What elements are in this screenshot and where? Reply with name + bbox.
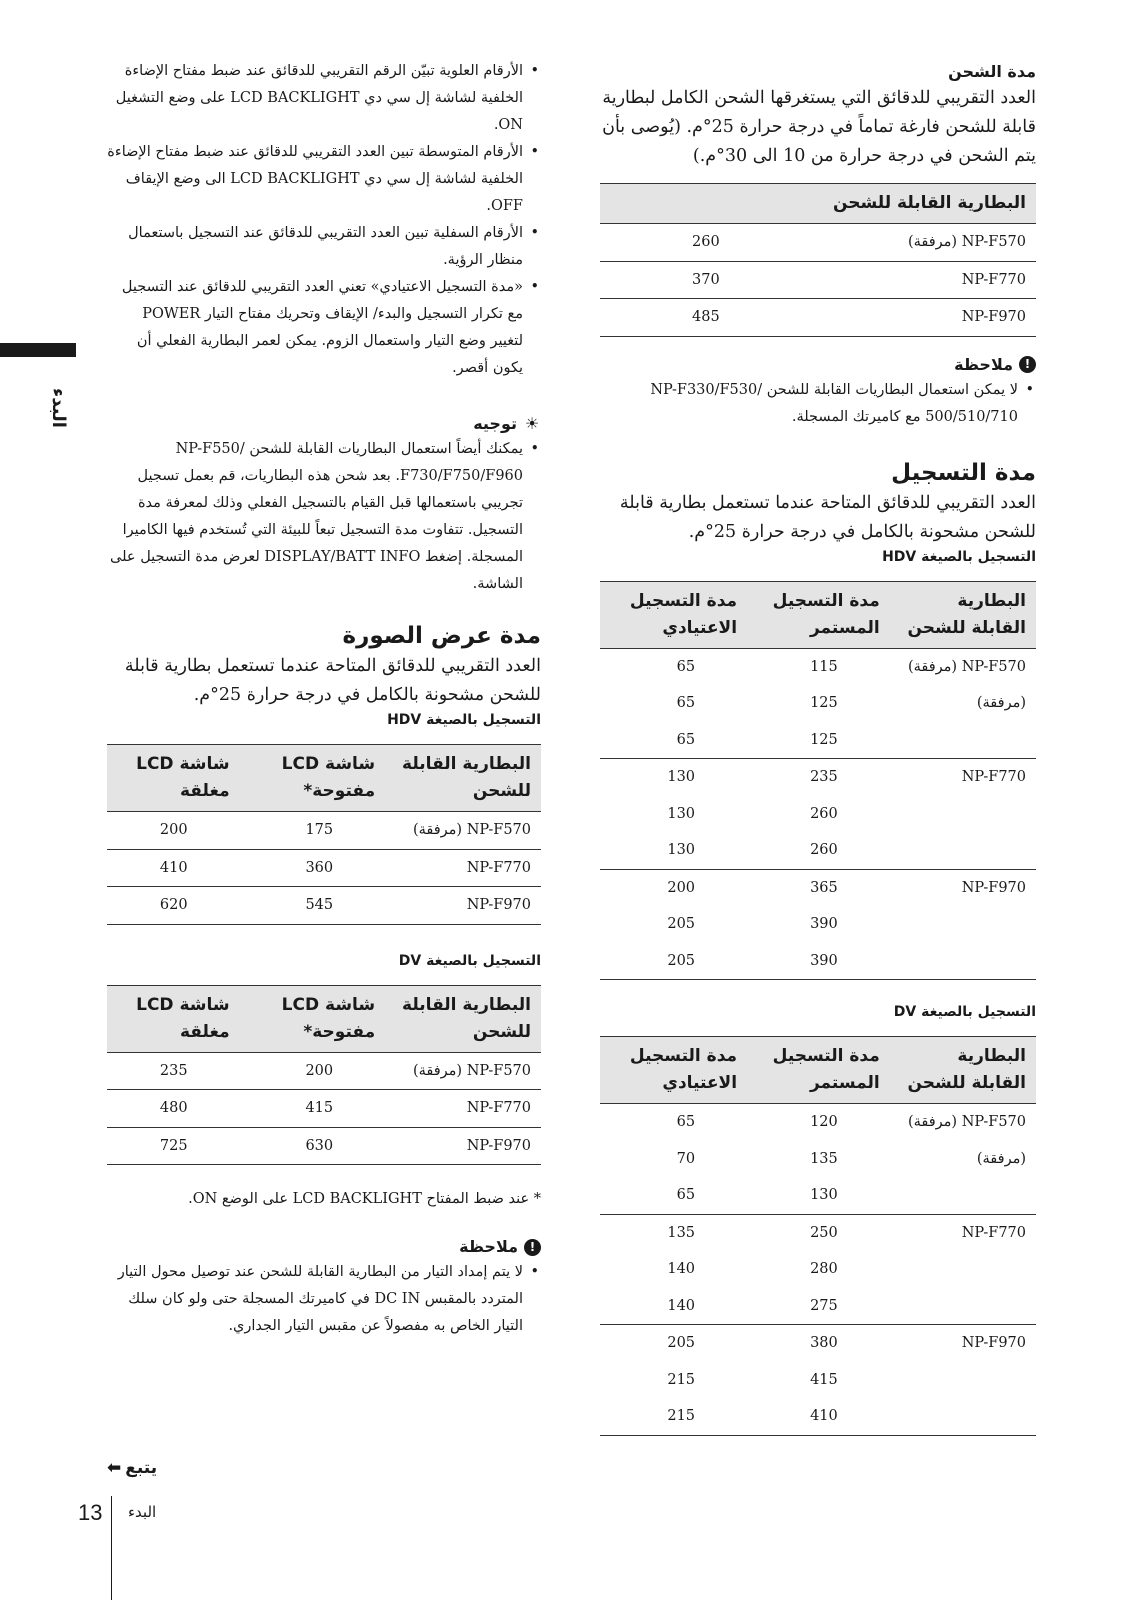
right-column: [600, 58, 1036, 1436]
empty-cell: [890, 1398, 1036, 1435]
battery-model: NP-F970: [961, 879, 1026, 896]
continuous-minutes: 260: [747, 832, 890, 869]
typical-minutes: 205: [667, 916, 696, 932]
table-row: [600, 1104, 1036, 1141]
continuous-minutes: 235: [810, 769, 838, 785]
playback-dv-label: التسجيل بالصيغة DV: [398, 952, 541, 969]
continuous-minutes: 415: [810, 1371, 838, 1388]
column-header: البطارية القابلة للشحن: [385, 745, 541, 812]
continuous-minutes: 275: [747, 1288, 890, 1325]
empty-cell: [890, 906, 1036, 943]
table-row: [107, 887, 541, 925]
typical-minutes: 65: [600, 1177, 747, 1214]
continuous-minutes: 250: [810, 1224, 838, 1241]
note-heading-left: ! ملاحظة: [107, 1235, 541, 1259]
continuous-minutes: 380: [810, 1335, 838, 1351]
lcd-closed-minutes: 410: [107, 849, 240, 887]
list-item: • يمكنك أيضاً استعمال البطاريات القابلة للشحن NP-F550/ F730/F750/F960. بعد شحن هذه البطاريات، قم بعمل تسجيل تجريبي باستعمالها قبل القيام بالتسجيل الفعلي وذلك لمعرفة مدة التسجيل. تتفاوت مدة التسجيل تبعاً للبيئة التي تُستخدم فيها الكاميرا المسجلة. إضغط DISPLAY/BATT INFO لعرض مدة التسجيل على الشاشة.: [107, 436, 523, 598]
list-item: • لا يمكن استعمال البطاريات القابلة للشحن NP-F330/F530/ 500/510/710 مع كاميرتك المسجلة.: [600, 377, 1018, 431]
column-header: البطارية القابلة للشحن: [890, 581, 1036, 648]
charging-text: العدد التقريبي للدقائق التي يستغرقها الشحن الكامل لبطارية قابلة للشحن فارغة تماماً في درجة حرارة 25°م. (يُوصى بأن يتم الشحن في درجة حرارة من 10 الى 30°م.): [602, 88, 1036, 166]
battery-model: NP-F970: [466, 1137, 531, 1154]
left-column: [107, 58, 541, 1340]
battery-model: NP-F770: [961, 271, 1026, 288]
continuous-minutes: 125: [810, 695, 838, 711]
column-header: البطارية القابلة للشحن: [890, 1037, 1036, 1104]
battery-model: NP-F770: [466, 1100, 531, 1116]
playback-heading: مدة عرض الصورة: [342, 623, 541, 649]
battery-model-cell: [890, 648, 1036, 685]
lcd-open-minutes: 200: [240, 1052, 386, 1090]
lcd-open-minutes: 545: [240, 887, 386, 925]
battery-model: NP-F970: [466, 897, 531, 913]
charging-minutes: 485: [600, 299, 772, 337]
battery-model: NP-F770: [961, 1224, 1026, 1241]
note-icon: !: [524, 1239, 541, 1256]
typical-minutes: 65: [676, 658, 696, 675]
battery-model-cell: [385, 1090, 541, 1128]
list-item: • الأرقام المتوسطة تبين العدد التقريبي للدقائق عند ضبط مفتاح الإضاءة الخلفية لشاشة إل سي دي LCD BACKLIGHT الى وضع الإيقاف OFF.: [107, 139, 523, 220]
table-row: [600, 1141, 1036, 1178]
table-row: [107, 1052, 541, 1090]
continuous-minutes: 280: [810, 1261, 838, 1277]
table-row: [107, 1127, 541, 1165]
battery-model-cell: [890, 1104, 1036, 1141]
battery-model-cell: [890, 1214, 1036, 1251]
typical-minutes: 215: [667, 1371, 696, 1388]
supplied-note: (مرفقة): [907, 234, 958, 250]
column-header: شاشة LCD مغلقة: [107, 745, 240, 812]
lcd-open-minutes: 175: [240, 812, 386, 850]
playback-text: العدد التقريبي للدقائق المتاحة عندما تستعمل بطارية قابلة للشحن مشحونة بالكامل في درجة حرارة 25°م.: [124, 656, 541, 705]
arrow-left-icon: ⬅: [107, 1458, 122, 1478]
battery-model-cell: [385, 812, 541, 850]
table-row: [600, 1288, 1036, 1325]
continuous-minutes: 410: [747, 1398, 890, 1435]
tip-list: [107, 436, 541, 598]
typical-minutes: 135: [667, 1224, 696, 1241]
column-header: مدة التسجيل الاعتيادي: [600, 581, 747, 648]
list-item: • الأرقام السفلية تبين العدد التقريبي للدقائق عند التسجيل باستعمال منظار الرؤية.: [107, 220, 523, 274]
column-header: شاشة LCD مفتوحة*: [240, 745, 386, 812]
table-row: [600, 832, 1036, 869]
supplied-note: (مرفقة): [412, 1062, 463, 1079]
battery-model: NP-F570: [466, 1062, 531, 1079]
charging-table-header: البطارية القابلة للشحن: [600, 184, 1036, 224]
battery-model-cell: [890, 869, 1036, 906]
playback-footnote: * عند ضبط المفتاح LCD BACKLIGHT على الوضع ON.: [188, 1191, 541, 1207]
continue-indicator: يتبع ⬅: [107, 1458, 158, 1478]
table-row: [600, 759, 1036, 796]
empty-cell: [890, 1362, 1036, 1399]
table-row: [600, 1251, 1036, 1288]
table-row: [600, 943, 1036, 980]
empty-cell: [890, 832, 1036, 869]
page-number: 13: [78, 1500, 103, 1525]
battery-model: NP-F970: [961, 309, 1026, 325]
supplied-note-cell: [890, 685, 1036, 722]
typical-minutes: 205: [667, 1335, 696, 1351]
continuous-minutes: 390: [747, 943, 890, 980]
table-row: [107, 849, 541, 887]
table-row: [600, 796, 1036, 833]
recording-heading: مدة التسجيل: [891, 459, 1036, 486]
lcd-open-minutes: 630: [240, 1127, 386, 1165]
continuous-minutes: 390: [810, 916, 838, 932]
charging-heading: مدة الشحن: [948, 62, 1036, 81]
recording-notes-list: [107, 58, 541, 382]
table-row: [600, 261, 1036, 299]
battery-model: NP-F570: [961, 1114, 1026, 1130]
lcd-open-minutes: 415: [240, 1090, 386, 1128]
lcd-open-minutes: 360: [240, 849, 386, 887]
lcd-closed-minutes: 200: [107, 812, 240, 850]
typical-minutes: 140: [667, 1261, 696, 1277]
supplied-note-cell: [890, 1141, 1036, 1178]
note-heading-right: ! ملاحظة: [600, 353, 1036, 377]
table-row: [600, 224, 1036, 262]
column-header: مدة التسجيل المستمر: [747, 581, 890, 648]
battery-model-cell: [890, 1325, 1036, 1362]
supplied-note: (مرفقة): [907, 658, 958, 675]
battery-model-cell: [772, 299, 1036, 337]
battery-model: NP-F970: [961, 1335, 1026, 1351]
battery-model-cell: [890, 759, 1036, 796]
note-right-list: [600, 377, 1036, 431]
recording-text: العدد التقريبي للدقائق المتاحة عندما تستعمل بطارية قابلة للشحن مشحونة بالكامل في درجة حرارة 25°م.: [619, 492, 1036, 542]
charging-minutes: 260: [600, 224, 772, 262]
playback-hdv-label: التسجيل بالصيغة HDV: [387, 712, 541, 728]
battery-model-cell: [385, 1127, 541, 1165]
battery-model-cell: [772, 261, 1036, 299]
list-item: • لا يتم إمداد التيار من البطارية القابلة للشحن عند توصيل محول التيار المتردد بالمقبس DC IN في كاميرتك المسجلة حتى ولو كان سلك التيار الخاص به مفصولاً عن مقبس التيار الجداري.: [107, 1259, 523, 1340]
lcd-closed-minutes: 235: [107, 1052, 240, 1090]
typical-minutes: 130: [600, 832, 747, 869]
column-header: شاشة LCD مغلقة: [107, 985, 240, 1052]
typical-minutes: 70: [676, 1150, 696, 1167]
list-item: • الأرقام العلوية تبيّن الرقم التقريبي للدقائق عند ضبط مفتاح الإضاءة الخلفية لشاشة إل سي دي LCD BACKLIGHT على وضع التشغيل ON.: [107, 58, 523, 139]
empty-cell: [890, 1288, 1036, 1325]
column-header: مدة التسجيل الاعتيادي: [600, 1037, 747, 1104]
battery-model-cell: [385, 887, 541, 925]
empty-cell: [890, 943, 1036, 980]
lcd-closed-minutes: 725: [107, 1127, 240, 1165]
empty-cell: [890, 796, 1036, 833]
note-left-list: [107, 1259, 541, 1340]
supplied-note: (مرفقة): [907, 1114, 958, 1130]
footer-section-label: البدء: [128, 1503, 157, 1521]
empty-cell: [890, 1177, 1036, 1214]
battery-model: NP-F570: [961, 234, 1026, 250]
battery-model: NP-F770: [466, 859, 531, 876]
continuous-minutes: 115: [810, 658, 838, 675]
column-header: شاشة LCD مفتوحة*: [240, 985, 386, 1052]
playback-dv-table: [107, 985, 541, 1166]
table-row: [600, 1177, 1036, 1214]
recording-hdv-label: التسجيل بالصيغة HDV: [882, 548, 1036, 565]
table-row: [107, 812, 541, 850]
table-row: [600, 685, 1036, 722]
charging-table: [600, 183, 1036, 337]
battery-model: NP-F570: [961, 658, 1026, 675]
typical-minutes: 130: [667, 769, 696, 785]
table-row: [600, 906, 1036, 943]
table-row: [600, 722, 1036, 759]
section-tab-marker: [0, 343, 76, 357]
battery-model-cell: [385, 1052, 541, 1090]
empty-cell: [890, 1251, 1036, 1288]
continuous-minutes: 135: [810, 1150, 838, 1167]
table-row: [600, 1325, 1036, 1362]
continuous-minutes: 120: [810, 1114, 838, 1130]
lightbulb-icon: ☀: [524, 414, 540, 433]
table-row: [600, 648, 1036, 685]
tip-heading: ☀ توجيه: [473, 414, 540, 433]
table-row: [600, 869, 1036, 906]
table-row: [107, 1090, 541, 1128]
typical-minutes: 65: [676, 1114, 696, 1130]
battery-model: NP-F570: [466, 822, 531, 838]
note-icon: !: [1019, 356, 1036, 373]
continuous-minutes: 365: [810, 879, 838, 896]
battery-model-cell: [385, 849, 541, 887]
typical-minutes: 200: [667, 879, 696, 896]
continuous-minutes: 130: [747, 1177, 890, 1214]
playback-hdv-table: [107, 744, 541, 925]
empty-cell: [890, 722, 1036, 759]
continuous-minutes: 260: [810, 805, 838, 822]
charging-minutes: 370: [600, 261, 772, 299]
section-side-label: البدء: [48, 388, 69, 428]
typical-minutes: 205: [600, 943, 747, 980]
supplied-note: (مرفقة): [412, 822, 463, 838]
recording-dv-table: [600, 1036, 1036, 1436]
typical-minutes: 215: [600, 1398, 747, 1435]
typical-minutes: 65: [676, 695, 696, 711]
typical-minutes: 65: [600, 722, 747, 759]
battery-model-cell: [772, 224, 1036, 262]
footer-divider: [111, 1496, 112, 1600]
recording-hdv-table: [600, 581, 1036, 981]
column-header: البطارية القابلة للشحن: [385, 985, 541, 1052]
table-row: [600, 1362, 1036, 1399]
supplied-note: (مرفقة): [976, 695, 1026, 711]
lcd-closed-minutes: 480: [107, 1090, 240, 1128]
battery-model: NP-F770: [961, 769, 1026, 785]
table-row: [600, 1398, 1036, 1435]
continuous-minutes: 125: [747, 722, 890, 759]
lcd-closed-minutes: 620: [107, 887, 240, 925]
table-row: [600, 299, 1036, 337]
supplied-note: (مرفقة): [976, 1150, 1026, 1167]
typical-minutes: 140: [600, 1288, 747, 1325]
recording-dv-label: التسجيل بالصيغة DV: [893, 1004, 1036, 1020]
column-header: مدة التسجيل المستمر: [747, 1037, 890, 1104]
typical-minutes: 130: [667, 805, 696, 822]
table-row: [600, 1214, 1036, 1251]
list-item: • «مدة التسجيل الاعتيادي» تعني العدد التقريبي للدقائق عند التسجيل مع تكرار التسجيل والبدء/ الإيقاف وتحريك مفتاح التيار POWER لتغيير وضع التيار واستعمال الزوم. يمكن لعمر البطارية الفعلي أن يكون أقصر.: [107, 274, 523, 382]
